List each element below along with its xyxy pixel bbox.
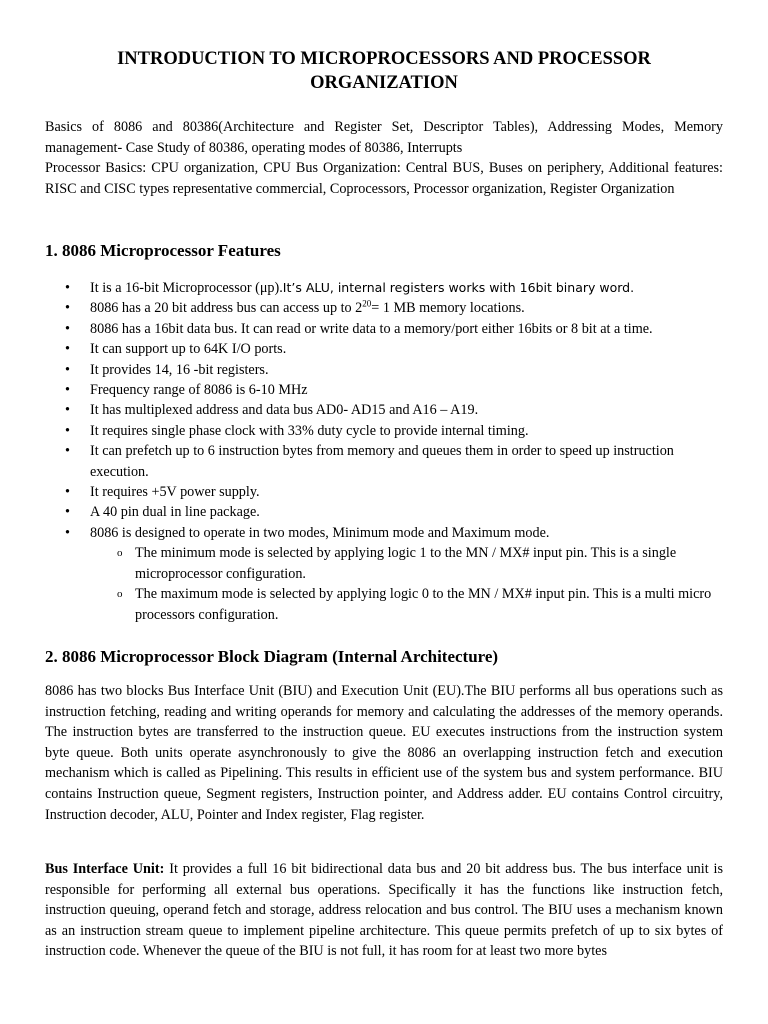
architecture-paragraph: 8086 has two blocks Bus Interface Unit (BIU) and Execution Unit (EU).The BIU performs all bus operations such as instruction fetching, reading and writing operands for memory and calculating the addresses of the memory operands. The instruction bytes are transferred to the instruction queue. EU executes instructions from the instruction system byte queue. Both units operate asynchronously to give the 8086 an overlapping instruction fetch and execution mechanism which is called as Pipelining. This results in efficient use of the system bus and system performance. BIU contains Instruction queue, Segment registers, Instruction pointer, and Address adder. EU contains Control circuitry, Instruction decoder, ALU, Pointer and Index register, Flag register. [45,683,723,823]
list-item: • It can support up to 64K I/O ports. [45,339,723,359]
list-item: • It requires single phase clock with 33% duty cycle to provide internal timing. [45,421,723,441]
list-item [45,298,723,318]
list-item-text: It is a 16-bit Microprocessor (μp). [90,280,283,296]
list-item: • 8086 has a 16bit data bus. It can read or write data to a memory/port either 16bits or 8 bit at a time. [45,319,723,339]
list-item-text: = 1 MB memory locations. [371,300,525,317]
list-item: • A 40 pin dual in line package. [45,502,723,522]
list-item [45,278,723,298]
intro-block [45,117,723,199]
section-heading-block-diagram: 2. 8086 Microprocessor Block Diagram (Internal Architecture) [45,647,499,666]
biu-paragraph [45,859,723,962]
list-item-text: 8086 is designed to operate in two modes, Minimum mode and Maximum mode. [90,524,550,541]
list-item-text: It’s ALU, internal registers works with 16bit binary word. [282,280,635,295]
list-item: • It can prefetch up to 6 instruction bytes from memory and queues them in order to speed up instruction execution. [45,441,723,482]
section-heading-features: 1. 8086 Microprocessor Features [45,241,281,260]
superscript: 20 [362,298,372,309]
features-list [45,278,723,625]
page-title: INTRODUCTION TO MICROPROCESSORS AND PROCESSOR ORGANIZATION [117,49,651,93]
list-item [45,523,723,625]
list-item: • Frequency range of 8086 is 6-10 MHz [45,380,723,400]
list-item: • It requires +5V power supply. [45,482,723,502]
list-item-text: 8086 has a 20 bit address bus can access up to 2 [90,300,363,317]
sub-list-item: o The minimum mode is selected by applying logic 1 to the MN / MX# input pin. This is a single microprocessor configuration. [90,543,723,584]
intro-paragraph-1: Basics of 8086 and 80386(Architecture and Register Set, Descriptor Tables), Addressing Modes, Memory management- Case Study of 80386, operating modes of 80386, Interrupts [45,119,723,156]
intro-paragraph-2: Processor Basics: CPU organization, CPU Bus Organization: Central BUS, Buses on periphery, Additional features: RISC and CISC types representative commercial, Coprocessors, Processor organization, Register Organization [45,160,723,197]
biu-label: Bus Interface Unit: [45,861,165,877]
biu-text: It provides a full 16 bit bidirectional data bus and 20 bit address bus. The bus interface unit is responsible for performing all external bus operations. Specifically it has the functions like instruction fetch, instruction queuing, operand fetch and storage, address relocation and bus control. The BIU uses a mechanism known as an instruction stream queue to implement pipeline architecture. This queue permits prefetch of up to six bytes of instruction code. Whenever the queue of the BIU is not full, it has room for at least two more bytes [45,861,724,960]
list-item: • It provides 14, 16 -bit registers. [45,360,723,380]
sub-list [90,543,723,625]
sub-list-item: o The maximum mode is selected by applying logic 0 to the MN / MX# input pin. This is a multi micro processors configuration. [90,584,723,625]
list-item: • It has multiplexed address and data bus AD0- AD15 and A16 – A19. [45,400,723,420]
